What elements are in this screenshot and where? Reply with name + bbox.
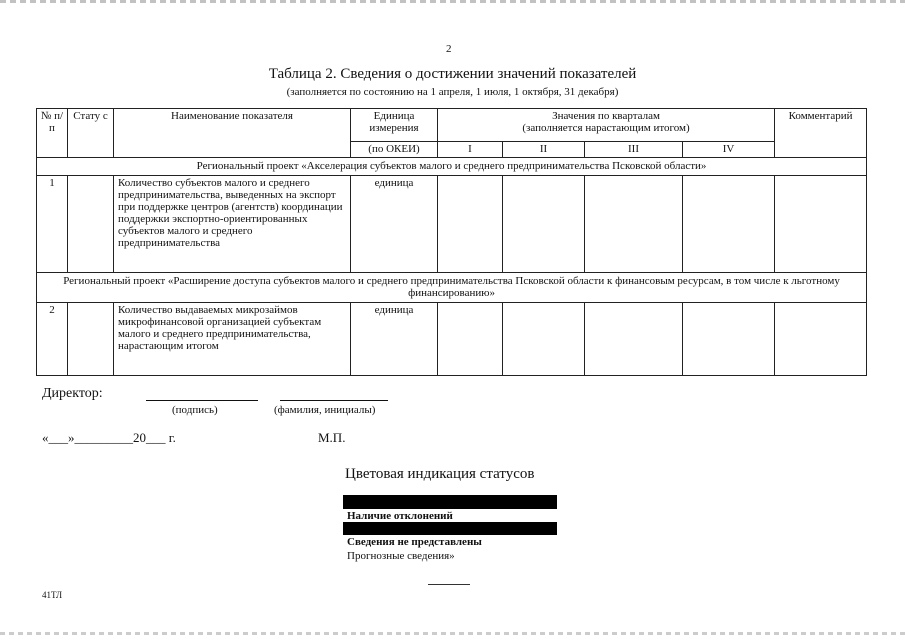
table-subtitle: (заполняется по состоянию на 1 апреля, 1 июля, 1 октября, 31 декабря) bbox=[286, 86, 619, 98]
header-name: Наименование показателя bbox=[114, 109, 351, 158]
table-title: Таблица 2. Сведения о достижении значений показателей bbox=[268, 66, 637, 82]
row-q4 bbox=[683, 175, 775, 272]
row-q3 bbox=[585, 303, 683, 376]
row-q2 bbox=[503, 303, 585, 376]
legend-title: Цветовая индикация статусов bbox=[345, 466, 535, 482]
status-color-bar bbox=[343, 522, 557, 535]
row-unit: единица bbox=[351, 303, 438, 376]
row-q3 bbox=[585, 175, 683, 272]
header-quarters-label: Значения по кварталам bbox=[552, 110, 660, 122]
row-indicator-name: Количество выдаваемых микрозаймов микрофинансовой организацией субъектам малого и среднего предпринимательства, нарастающим итогом bbox=[114, 303, 351, 376]
table-row bbox=[37, 303, 867, 376]
row-status bbox=[68, 303, 114, 376]
header-q4: IV bbox=[683, 142, 775, 157]
row-q1 bbox=[438, 303, 503, 376]
table-row bbox=[37, 175, 867, 272]
signature-line bbox=[146, 400, 258, 401]
section-title: Региональный проект «Расширение доступа субъектов малого и среднего предпринимательства Псковской области к финансовым ресурсам, в том числе к льготному финансированию» bbox=[37, 272, 867, 302]
header-quarters bbox=[438, 109, 775, 142]
row-q2 bbox=[503, 175, 585, 272]
header-q3: III bbox=[585, 142, 683, 157]
row-q4 bbox=[683, 303, 775, 376]
page-number: 2 bbox=[446, 43, 452, 55]
header-row-1 bbox=[37, 109, 867, 142]
row-num: 1 bbox=[37, 175, 68, 272]
indicators-table bbox=[36, 108, 866, 376]
header-q1: I bbox=[438, 142, 503, 157]
director-label: Директор: bbox=[42, 386, 103, 401]
row-unit: единица bbox=[351, 175, 438, 272]
row-status bbox=[68, 175, 114, 272]
row-indicator-name: Количество субъектов малого и среднего предпринимательства, выведенных на экспорт при поддержке центров (агентств) координации поддержки экспортно-ориентированных субъектов малого и среднего предпринимательства bbox=[114, 175, 351, 272]
status-color-bar bbox=[343, 495, 557, 509]
name-caption: (фамилия, инициалы) bbox=[274, 404, 376, 416]
date-line: «___»_________20___ г. bbox=[42, 430, 176, 445]
section-row bbox=[37, 157, 867, 175]
stamp-label: М.П. bbox=[318, 430, 346, 445]
form-code: 41ТЛ bbox=[42, 590, 63, 600]
header-quarters-note: (заполняется нарастающим итогом) bbox=[522, 122, 690, 134]
section-title: Региональный проект «Акселерация субъектов малого и среднего предпринимательства Псковской области» bbox=[37, 157, 867, 175]
legend-item-deviations: Наличие отклонений bbox=[347, 510, 453, 522]
header-comment: Комментарий bbox=[775, 109, 867, 158]
header-unit: Единица измерения bbox=[351, 109, 438, 142]
divider-line bbox=[428, 584, 470, 585]
header-unit-code: (по ОКЕИ) bbox=[351, 142, 438, 157]
header-status: Стату с bbox=[68, 109, 114, 158]
row-q1 bbox=[438, 175, 503, 272]
scan-edge-bottom bbox=[0, 632, 905, 635]
header-num: № п/п bbox=[37, 109, 68, 158]
legend-item-forecast: Прогнозные сведения» bbox=[347, 550, 455, 562]
signature-caption: (подпись) bbox=[172, 404, 218, 416]
section-row bbox=[37, 272, 867, 302]
header-q2: II bbox=[503, 142, 585, 157]
row-comment bbox=[775, 175, 867, 272]
scan-edge-top bbox=[0, 0, 905, 3]
row-num: 2 bbox=[37, 303, 68, 376]
row-comment bbox=[775, 303, 867, 376]
name-line bbox=[280, 400, 388, 401]
legend-item-not-provided: Сведения не представлены bbox=[347, 536, 482, 548]
